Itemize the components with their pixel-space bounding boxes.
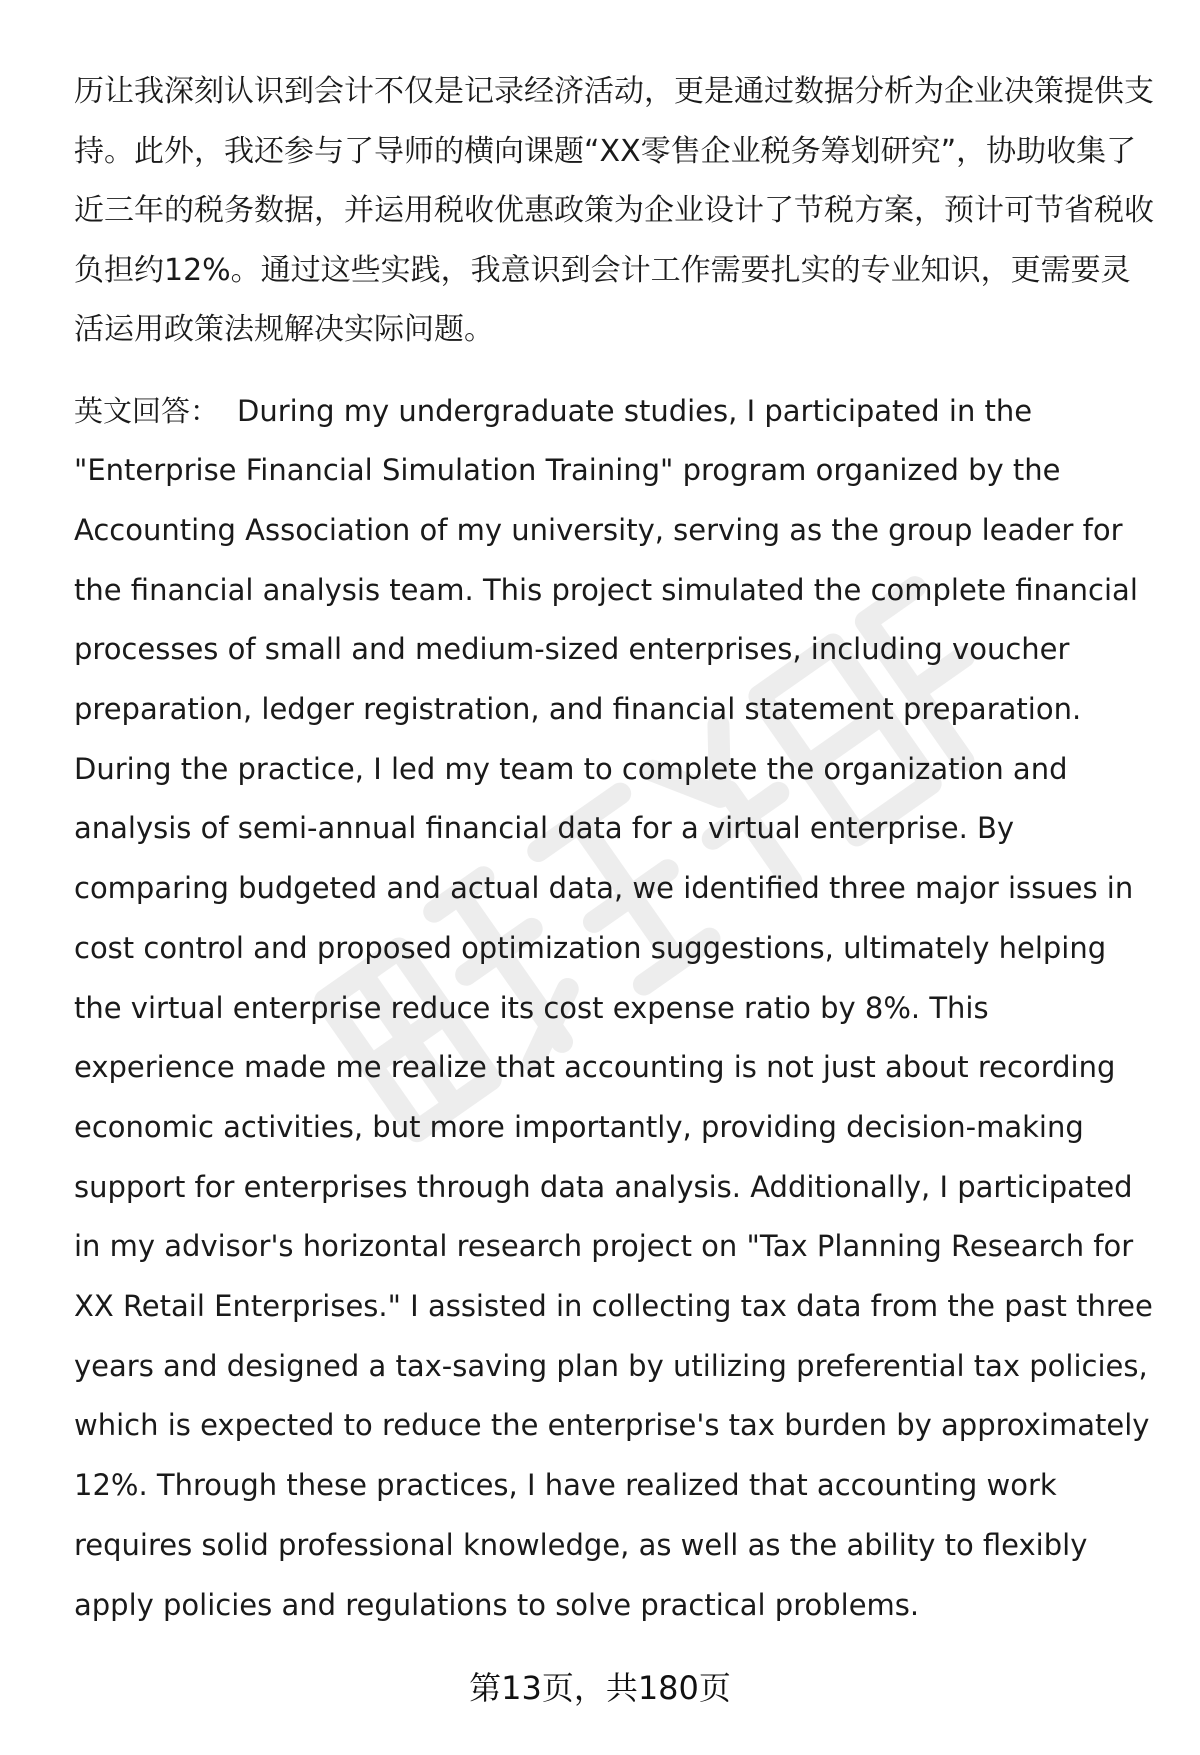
english-answer-paragraph bbox=[74, 382, 1154, 1636]
page-footer: 第13页，共180页 bbox=[469, 1669, 731, 1707]
english-answer-text: During my undergraduate studies, I participated in the "Enterprise Financial Simulation Training" program organized by the Accounting Association of my university, serving as the group leader for the financial analysis team. This project simulated the complete financial processes of small and medium-sized enterprises, including voucher preparation, ledger registration, and financial statement preparation. During the practice, I led my team to complete the organization and analysis of semi-annual financial data for a virtual enterprise. By comparing budgeted and actual data, we identified three major issues in cost control and proposed optimization suggestions, ultimately helping the virtual enterprise reduce its cost expense ratio by 8%. This experience made me realize that accounting is not just about recording economic activities, but more importantly, providing decision-making support for enterprises through data analysis. Additionally, I participated in my advisor's horizontal research project on "Tax Planning Research for XX Retail Enterprises." I assisted in collecting tax data from the past three years and designed a tax-saving plan by utilizing preferential tax policies, which is expected to reduce the enterprise's tax burden by approximately 12%. Through these practices, I have realized that accounting work requires solid professional knowledge, as well as the ability to flexibly apply policies and regulations to solve practical problems. bbox=[74, 393, 1153, 1622]
chinese-answer-paragraph: 历让我深刻认识到会计不仅是记录经济活动，更是通过数据分析为企业决策提供支持。此外，我还参与了导师的横向课题“XX零售企业税务筹划研究”，协助收集了近三年的税务数据，并运用税收优惠政策为企业设计了节税方案，预计可节省税收负担约12%。通过这些实践，我意识到会计工作需要扎实的专业知识，更需要灵活运用政策法规解决实际问题。 bbox=[74, 74, 1154, 347]
content-area bbox=[74, 62, 1154, 1635]
english-answer-label: 英文回答： bbox=[74, 393, 220, 428]
